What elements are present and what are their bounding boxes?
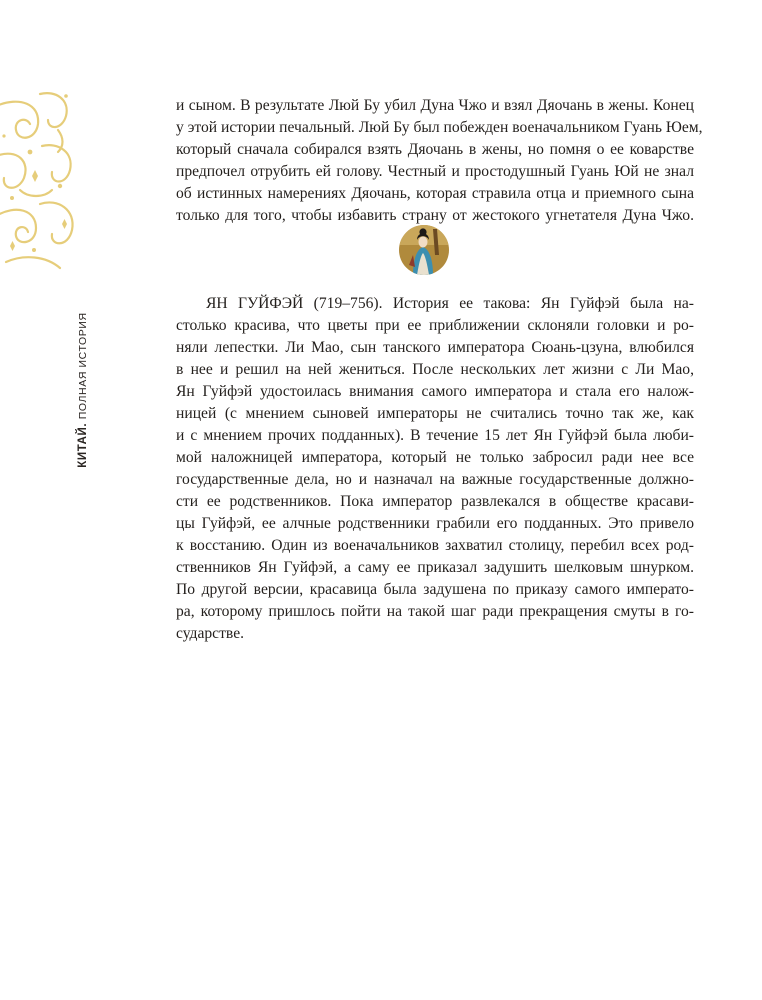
portrait-image	[399, 225, 449, 275]
running-title-sub: ПОЛНАЯ ИСТОРИЯ	[77, 312, 89, 420]
paragraph-2	[176, 293, 694, 645]
text-line: столько красива, что цветы при ее приближении склоняли головки и ро-	[176, 317, 694, 334]
running-title-main: КИТАЙ.	[77, 422, 89, 468]
text-line: предпочел отрубить ей голову. Честный и простодушный Гуань Юй не знал	[176, 163, 694, 180]
text-line: няли лепестки. Ли Мао, сын танского императора Сюань-цзуна, влюбился	[176, 339, 694, 356]
paragraph-1	[176, 95, 703, 227]
text-line: Ян Гуйфэй удостоилась внимания самого императора и стала его налож-	[176, 383, 694, 400]
text-line: ра, которому пришлось пойти на такой шаг ради прекращения смуты в го-	[176, 603, 694, 620]
text-line: ственников Ян Гуйфэй, а саму ее приказал задушить шелковым шнурком.	[176, 559, 694, 576]
floral-ornament-icon	[0, 86, 78, 272]
text-line: и с мнением прочих подданных). В течение 15 лет Ян Гуйфэй была люби-	[176, 427, 694, 444]
text-line: который сначала собирался взять Дяочань в жены, но помня о ее коварстве	[176, 141, 694, 158]
text-line: только для того, чтобы избавить страну от жестокого угнетателя Дуна Чжо.	[176, 207, 694, 224]
text-line: в нее и решил на ней жениться. После нескольких лет жизни с Ли Мао,	[176, 361, 694, 378]
text-line: государственные дела, но и назначал на важные государственные должно-	[176, 471, 694, 488]
running-title	[77, 312, 89, 467]
text-line: сти ее родственников. Пока император развлекался в обществе красави-	[176, 493, 694, 510]
text-line: об истинных намерениях Дяочань, которая стравила отца и приемного сына	[176, 185, 694, 202]
text-line: у этой истории печальный. Люй Бу был побежден военачальником Гуань Юем,	[176, 119, 703, 136]
text-line: мой наложницей императора, который не только забросил ради нее все	[176, 449, 694, 466]
text-line: и сыном. В результате Люй Бу убил Дуна Чжо и взял Дяочань в жены. Конец	[176, 97, 694, 114]
text-line: цы Гуйфэй, ее алчные родственники грабили его подданных. Это привело	[176, 515, 694, 532]
text-line: сударстве.	[176, 625, 245, 642]
text-line: ницей (с мнением сыновей императоры не считались точно так же, как	[176, 405, 694, 422]
text-line: к восстанию. Один из военачальников захватил столицу, перебил всех род-	[176, 537, 694, 554]
text-line: По другой версии, красавица была задушена по приказу самого императо-	[176, 581, 694, 598]
text-line: ЯН ГУЙФЭЙ (719–756). История ее такова: Ян Гуйфэй была на-	[206, 295, 694, 312]
portrait-medallion-icon	[399, 225, 449, 275]
